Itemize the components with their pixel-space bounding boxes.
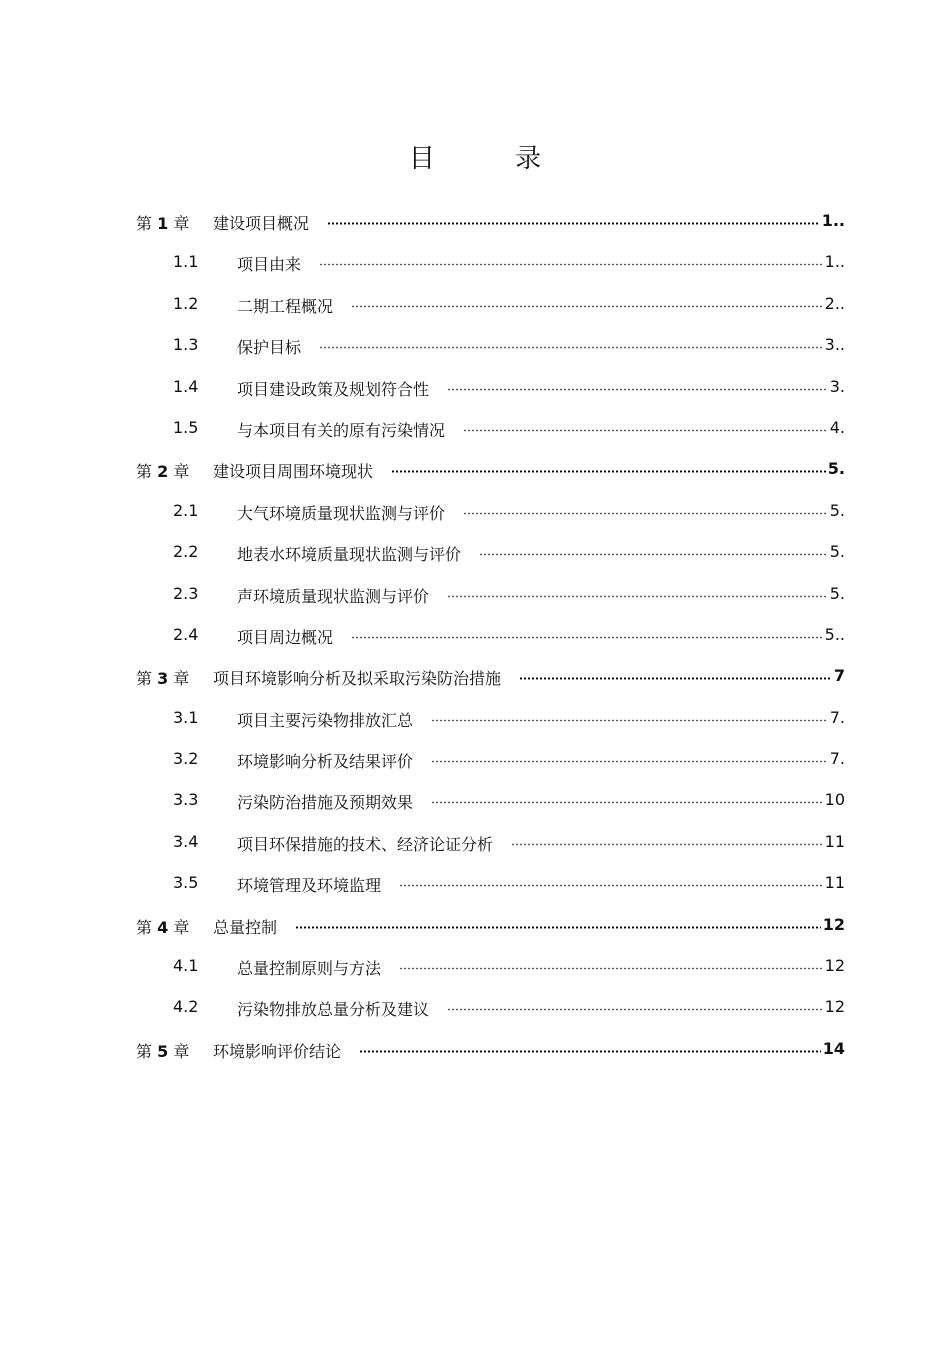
toc-entry-title: 项目环保措施的技术、经济论证分析 [237,834,494,854]
toc-chapter-row[interactable] [0,450,950,491]
toc-entry-number [136,211,189,234]
toc-entry-title: 环境管理及环境监理 [237,876,382,896]
toc-leader-dots [479,553,828,556]
chapter-number: 1 [157,214,169,233]
toc-section-row[interactable] [0,616,950,657]
page-title: 目 录 [408,144,578,174]
toc-chapter-row[interactable] [0,202,950,243]
chapter-suffix: 章 [168,462,190,482]
toc-section-row[interactable] [0,409,950,450]
chapter-prefix: 第 [136,214,158,233]
toc-leader-dots [447,595,828,598]
toc-entry-title: 二期工程概况 [237,296,334,316]
toc-entry-page: 5. [827,459,845,479]
chapter-suffix: 章 [168,669,190,689]
toc-entry-number: 1.2 [173,293,199,313]
toc-entry-number: 1.1 [173,252,199,272]
toc-leader-dots [351,636,823,639]
toc-entry-number: 3.4 [173,831,199,851]
toc-leader-dots [519,677,832,680]
toc-section-row[interactable] [0,988,950,1029]
toc-section-row[interactable] [0,699,950,740]
toc-entry-number: 4.2 [173,997,199,1017]
toc-entry-page: 12 [822,914,845,934]
toc-entry-title: 保护目标 [237,338,302,358]
toc-entry-number: 4.1 [173,956,199,976]
toc-section-row[interactable] [0,740,950,781]
toc-entry-number: 3.2 [173,749,199,769]
chapter-number: 3 [157,669,169,689]
toc-entry-number: 1.5 [173,417,199,437]
toc-entry-page: 11 [824,873,845,893]
toc-entry-number: 1.4 [173,376,199,396]
toc-entry-title: 环境影响评价结论 [213,1041,342,1061]
chapter-number: 5 [157,1041,169,1061]
toc-chapter-row[interactable] [0,906,950,947]
toc-leader-dots [431,719,828,722]
toc-entry-title: 与本项目有关的原有污染情况 [237,420,446,440]
toc-entry-page: 5.. [824,624,845,644]
toc-entry-title: 污染物排放总量分析及建议 [237,1000,430,1020]
table-of-contents [0,202,950,1071]
toc-section-row[interactable] [0,285,950,326]
toc-leader-dots [431,760,828,763]
toc-entry-page: 4. [829,417,845,437]
toc-leader-dots [447,388,828,391]
toc-entry-title: 环境影响分析及结果评价 [237,752,414,772]
toc-entry-page: 1.. [824,252,845,272]
toc-leader-dots [359,1050,821,1053]
toc-entry-number [136,666,189,689]
toc-leader-dots [447,1008,823,1011]
toc-section-row[interactable] [0,368,950,409]
toc-entry-page: 7. [829,749,845,769]
toc-leader-dots [319,346,823,349]
toc-section-row[interactable] [0,947,950,988]
toc-entry-title: 项目主要污染物排放汇总 [237,710,414,730]
toc-entry-page: 3.. [824,335,845,355]
toc-entry-number: 3.1 [173,707,199,727]
chapter-prefix: 第 [136,462,158,482]
toc-entry-title: 建设项目概况 [213,214,310,233]
toc-entry-page: 12 [824,956,845,976]
toc-leader-dots [391,470,826,473]
toc-entry-number: 2.1 [173,500,199,520]
toc-entry-number [136,459,189,482]
toc-leader-dots [463,429,828,432]
toc-entry-title: 项目建设政策及规划符合性 [237,379,430,399]
toc-entry-title: 总量控制 [213,917,278,937]
toc-entry-page: 12 [824,997,845,1017]
toc-leader-dots [463,512,828,515]
chapter-suffix: 章 [168,917,190,937]
toc-entry-title: 总量控制原则与方法 [237,959,382,979]
toc-section-row[interactable] [0,326,950,367]
chapter-suffix: 章 [168,1041,190,1061]
toc-entry-page: 5. [829,542,845,562]
toc-entry-page: 7. [829,707,845,727]
toc-entry-title: 声环境质量现状监测与评价 [237,586,430,606]
toc-entry-page: 11 [824,831,845,851]
chapter-number: 2 [157,462,169,482]
chapter-number: 4 [157,917,169,937]
toc-chapter-row[interactable] [0,1030,950,1071]
toc-section-row[interactable] [0,492,950,533]
toc-leader-dots [431,801,823,804]
toc-entry-title: 项目周边概况 [237,627,334,647]
toc-entry-number: 2.4 [173,624,199,644]
toc-entry-number [136,1039,189,1062]
toc-entry-page: 2.. [824,293,845,313]
toc-entry-page: 5. [829,500,845,520]
toc-section-row[interactable] [0,781,950,822]
chapter-prefix: 第 [136,669,158,689]
toc-entry-page: 5. [829,583,845,603]
toc-entry-number: 1.3 [173,335,199,355]
toc-section-row[interactable] [0,243,950,284]
toc-entry-page: 3. [829,376,845,396]
toc-leader-dots [399,884,823,887]
chapter-prefix: 第 [136,917,158,937]
toc-entry-number: 2.3 [173,583,199,603]
toc-section-row[interactable] [0,864,950,905]
toc-entry-page: 1.. [821,211,845,230]
toc-chapter-row[interactable] [0,657,950,698]
toc-entry-page: 7 [833,666,845,686]
toc-leader-dots [295,926,821,929]
toc-leader-dots [327,222,820,225]
toc-entry-page: 10 [824,790,845,810]
toc-entry-title: 建设项目周围环境现状 [213,462,374,482]
toc-entry-page: 14 [822,1038,845,1058]
toc-leader-dots [351,305,823,308]
toc-entry-number: 3.5 [173,873,199,893]
toc-entry-number [136,915,189,938]
toc-leader-dots [319,263,823,266]
toc-entry-title: 地表水环境质量现状监测与评价 [237,545,462,565]
toc-section-row[interactable] [0,575,950,616]
toc-leader-dots [399,967,823,970]
toc-section-row[interactable] [0,823,950,864]
toc-entry-title: 大气环境质量现状监测与评价 [237,503,446,523]
toc-entry-title: 污染防治措施及预期效果 [237,793,414,813]
toc-entry-title: 项目环境影响分析及拟采取污染防治措施 [213,669,502,689]
chapter-suffix: 章 [168,214,190,233]
toc-entry-title: 项目由来 [237,255,302,275]
toc-section-row[interactable] [0,533,950,574]
chapter-prefix: 第 [136,1041,158,1061]
toc-leader-dots [511,843,823,846]
toc-entry-number: 2.2 [173,542,199,562]
toc-entry-number: 3.3 [173,790,199,810]
